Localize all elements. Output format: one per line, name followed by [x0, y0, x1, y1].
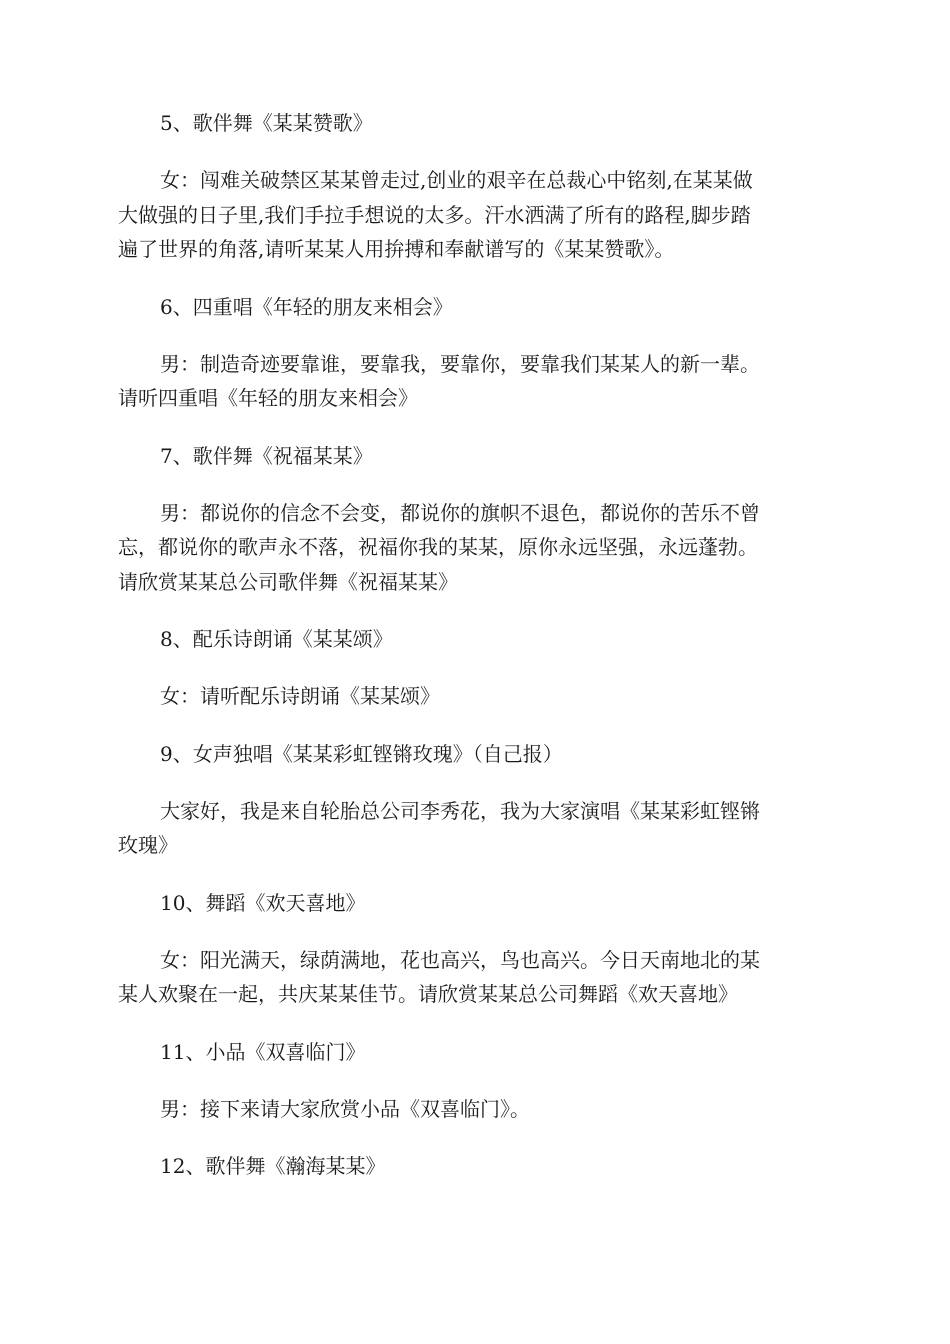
- paragraph-line: 女：闯难关破禁区某某曾走过,创业的艰辛在总裁心中铭刻,在某某做: [160, 168, 753, 192]
- program-section-10: [118, 886, 834, 1012]
- section-paragraph: [118, 943, 834, 1012]
- section-heading: 7、歌伴舞《祝福某某》: [160, 443, 373, 468]
- section-paragraph: [118, 496, 834, 600]
- paragraph-line: 男：制造奇迹要靠谁，要靠我，要靠你，要靠我们某某人的新一辈。: [160, 351, 760, 376]
- section-heading: 8、配乐诗朗诵《某某颂》: [160, 627, 393, 651]
- section-heading: 5、歌伴舞《某某赞歌》: [160, 111, 373, 135]
- section-heading: 10、舞蹈《欢天喜地》: [160, 890, 366, 915]
- section-heading: 12、歌伴舞《瀚海某某》: [160, 1154, 386, 1178]
- paragraph-line: 女：阳光满天，绿荫满地，花也高兴，鸟也高兴。今日天南地北的某: [160, 947, 760, 972]
- section-paragraph: [118, 679, 834, 714]
- section-heading: 9、女声独唱《某某彩虹铿锵玫瑰》（自己报）: [160, 741, 563, 766]
- paragraph-line: 某人欢聚在一起，共庆某某佳节。请欣赏某某总公司舞蹈《欢天喜地》: [118, 982, 738, 1006]
- section-paragraph: [118, 1092, 834, 1127]
- program-section-9: [118, 737, 834, 863]
- paragraph-line: 男：接下来请大家欣赏小品《双喜临门》。: [160, 1096, 530, 1121]
- section-paragraph: [118, 794, 834, 863]
- program-section-8: [118, 622, 834, 714]
- document-page: [118, 106, 834, 1206]
- paragraph-line: 大做强的日子里,我们手拉手想说的太多。汗水洒满了所有的路程,脚步踏: [118, 202, 751, 227]
- paragraph-line: 女：请听配乐诗朗诵《某某颂》: [160, 684, 440, 708]
- paragraph-line: 遍了世界的角落,请听某某人用拚搏和奉献谱写的《某某赞歌》。: [118, 237, 675, 261]
- section-paragraph: [118, 347, 834, 416]
- paragraph-line: 请欣赏某某总公司歌伴舞《祝福某某》: [118, 569, 458, 594]
- paragraph-line: 玫瑰》: [118, 833, 178, 857]
- paragraph-line: 男：都说你的信念不会变，都说你的旗帜不退色，都说你的苦乐不曾: [160, 500, 760, 525]
- section-heading: 6、四重唱《年轻的朋友来相会》: [160, 294, 453, 319]
- paragraph-line: 请听四重唱《年轻的朋友来相会》: [118, 386, 418, 410]
- program-section-7: [118, 439, 834, 600]
- section-heading: 11、小品《双喜临门》: [160, 1039, 366, 1064]
- program-section-12: [118, 1149, 834, 1183]
- paragraph-line: 忘，都说你的歌声永不落，祝福你我的某某，原你永远坚强，永远蓬勃。: [118, 535, 758, 559]
- program-section-11: [118, 1035, 834, 1127]
- program-section-5: [118, 106, 834, 267]
- paragraph-line: 大家好，我是来自轮胎总公司李秀花，我为大家演唱《某某彩虹铿锵: [160, 798, 760, 823]
- program-section-6: [118, 290, 834, 416]
- section-paragraph: [118, 163, 834, 267]
